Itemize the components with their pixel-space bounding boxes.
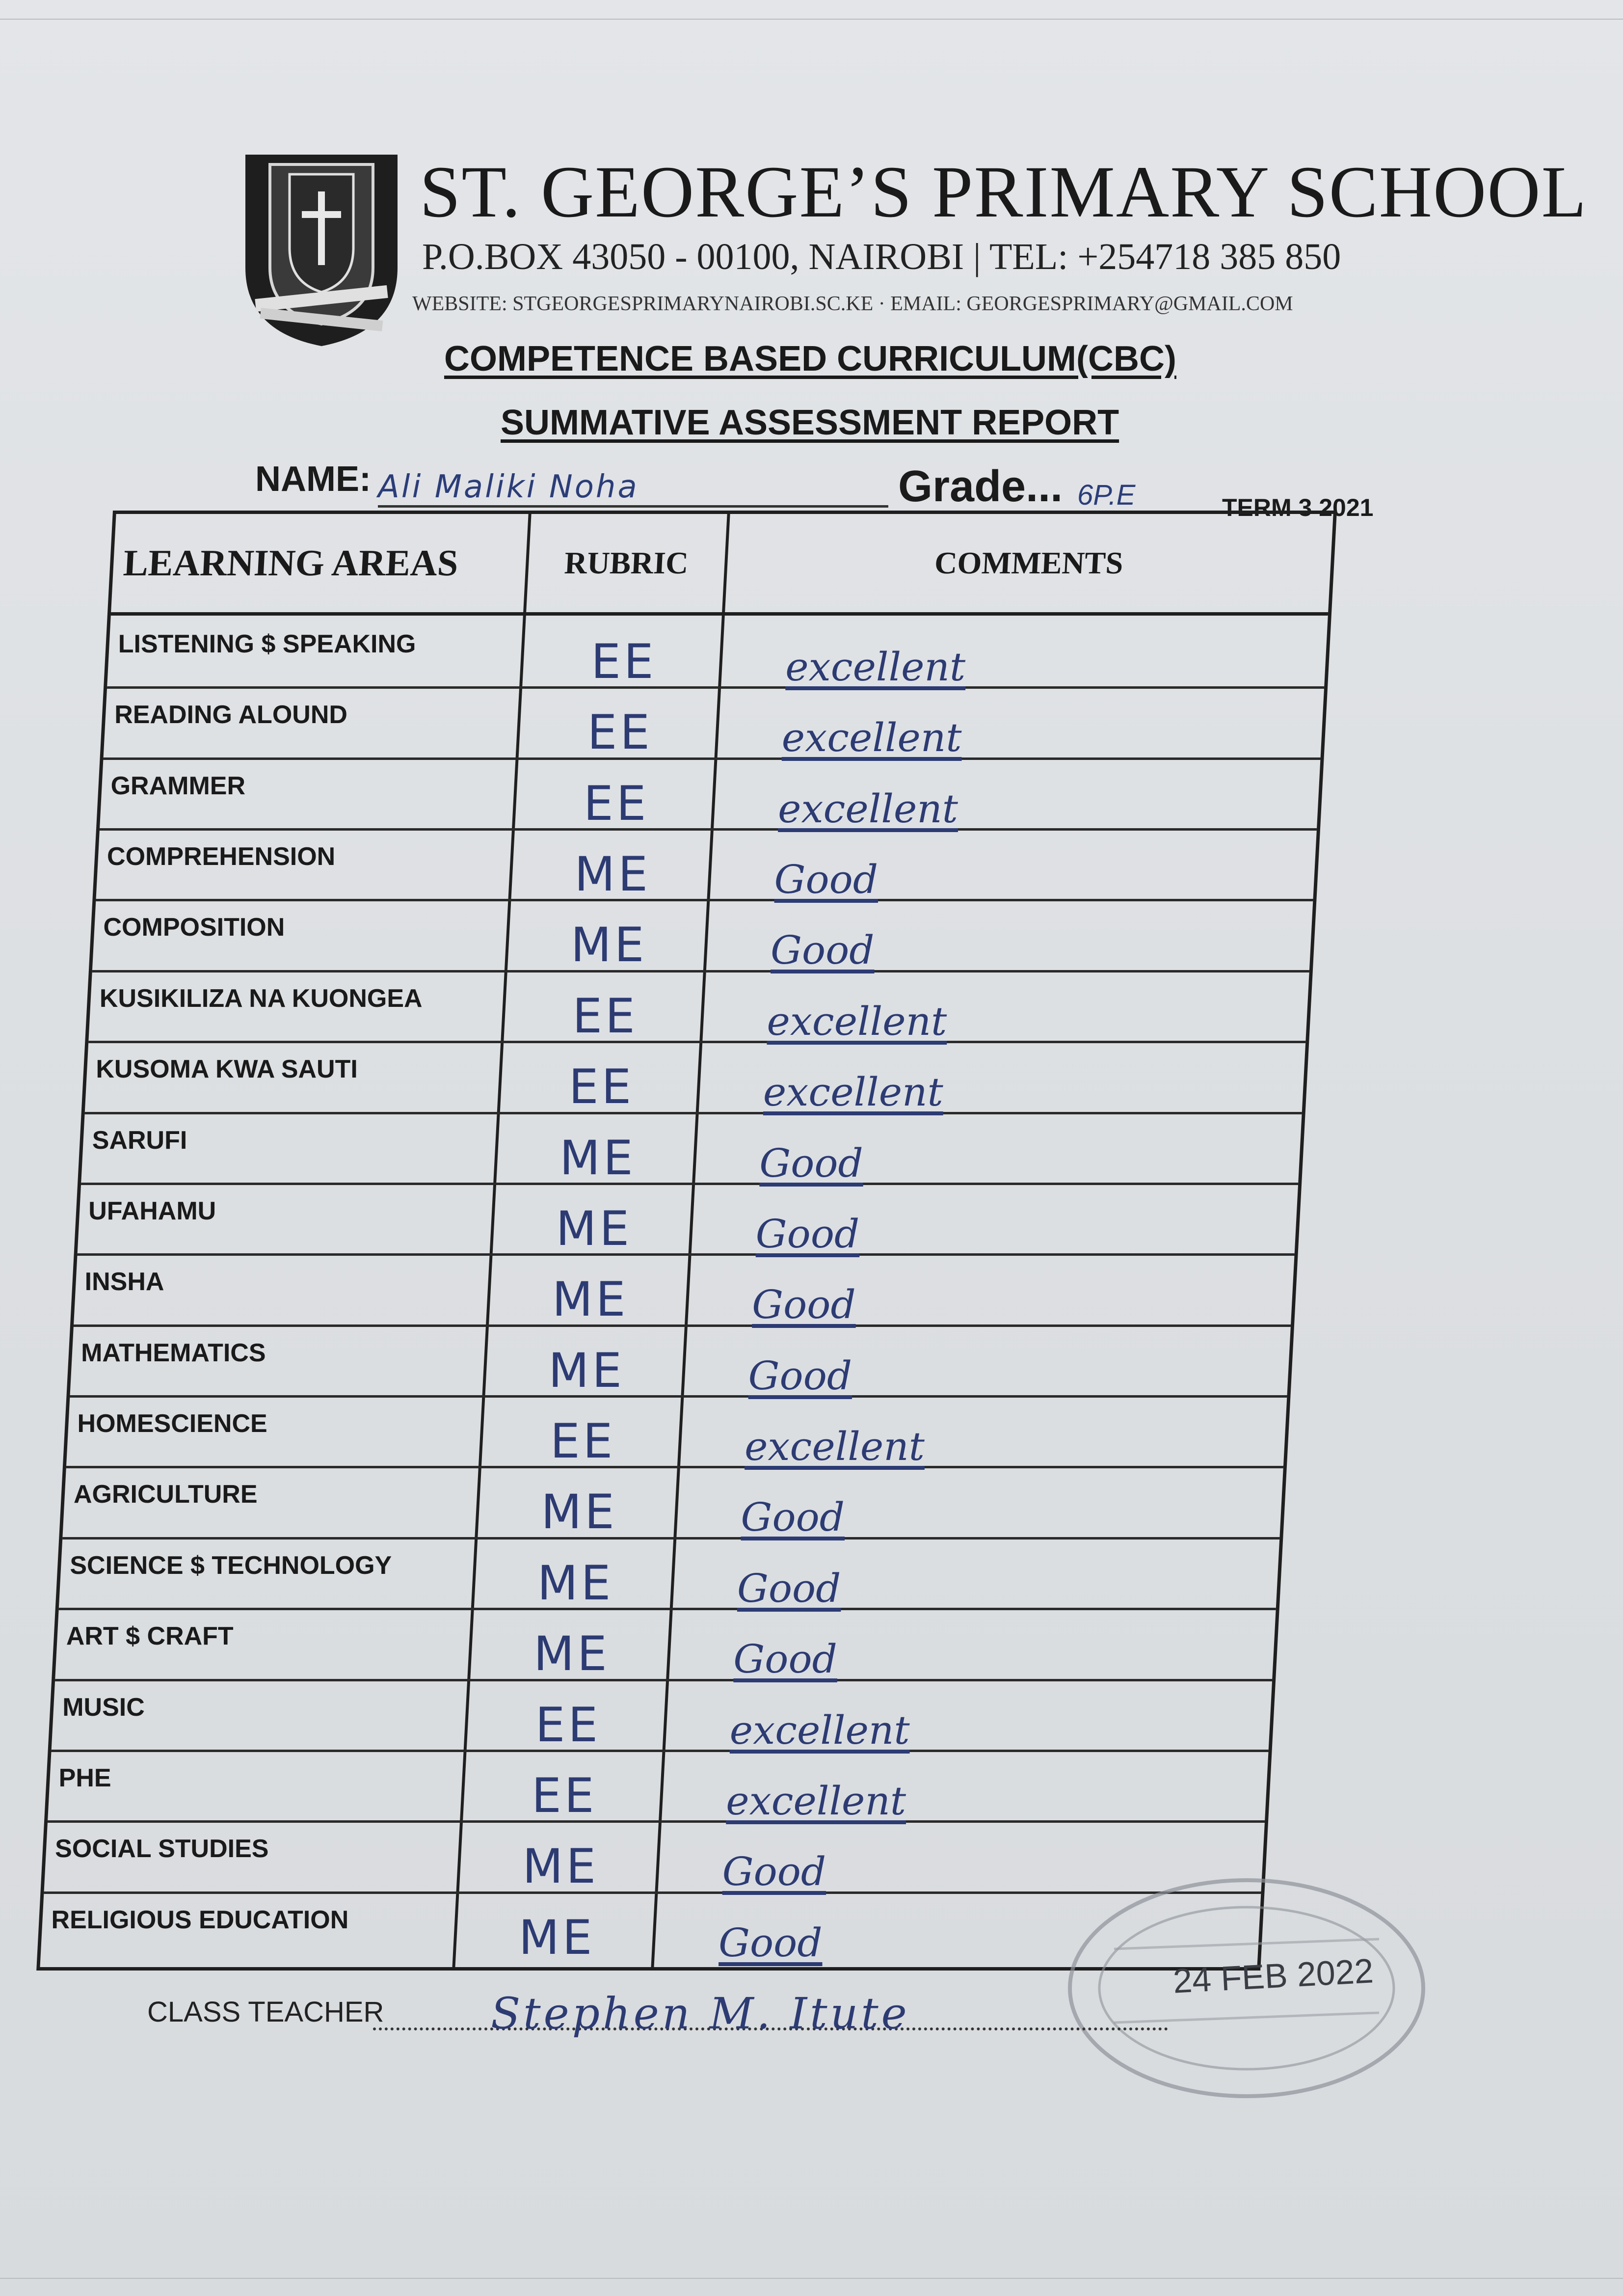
- teacher-comment: Good: [718, 1919, 823, 1966]
- table-row: [74, 1253, 1295, 1326]
- learning-area: RELIGIOUS EDUCATION: [51, 1905, 349, 1934]
- term-label: TERM 3 2021: [1222, 494, 1374, 521]
- teacher-comment: Good: [755, 1211, 860, 1257]
- teacher-comment: Good: [722, 1849, 826, 1895]
- teacher-comment: Good: [733, 1636, 837, 1682]
- rubric-grade: EE: [550, 1414, 616, 1469]
- teacher-comment: excellent: [729, 1707, 910, 1753]
- learning-area: KUSOMA KWA SAUTI: [96, 1055, 358, 1084]
- header-rubric: RUBRIC: [563, 545, 690, 580]
- header-comments: COMMENTS: [933, 545, 1124, 580]
- student-name: Ali Maliki Noha: [378, 469, 888, 508]
- table-row: [59, 1537, 1280, 1610]
- table-row: [103, 686, 1324, 759]
- rubric-grade: ME: [518, 1910, 595, 1965]
- school-crest-logo: [240, 145, 402, 351]
- teacher-comment: excellent: [767, 998, 947, 1044]
- learning-area: AGRICULTURE: [73, 1480, 258, 1509]
- rubric-grade: ME: [574, 847, 651, 902]
- school-address: P.O.BOX 43050 - 00100, NAIROBI | TEL: +254718 385 850: [422, 236, 1341, 277]
- table-row: [55, 1608, 1276, 1681]
- learning-area: MUSIC: [62, 1693, 145, 1722]
- table-row: [77, 1183, 1298, 1256]
- teacher-comment: excellent: [726, 1778, 906, 1824]
- learning-area: SCIENCE $ TECHNOLOGY: [70, 1551, 392, 1580]
- teacher-comment: Good: [759, 1140, 863, 1186]
- rubric-grade: ME: [556, 1201, 633, 1256]
- table-row: [81, 1112, 1302, 1185]
- scan-edge-bottom: [0, 2278, 1623, 2279]
- header-learning-areas: LEARNING AREAS: [122, 542, 459, 584]
- stamp-date: 24 FEB 2022: [1172, 1951, 1375, 2000]
- rubric-grade: EE: [587, 705, 653, 760]
- rubric-grade: ME: [559, 1130, 636, 1186]
- rubric-grade: ME: [537, 1555, 614, 1611]
- teacher-comment: excellent: [763, 1069, 943, 1115]
- teacher-signature: Stephen M. Itute: [491, 1988, 910, 2039]
- learning-area: UFAHAMU: [88, 1196, 216, 1225]
- table-row: [88, 970, 1309, 1043]
- name-label: NAME:: [255, 459, 371, 499]
- table-row: [62, 1466, 1283, 1539]
- grade-label: Grade...: [898, 462, 1063, 511]
- teacher-comment: Good: [774, 857, 878, 903]
- learning-area: SARUFI: [92, 1126, 187, 1155]
- learning-area: READING ALOUND: [114, 701, 347, 729]
- learning-area: INSHA: [84, 1268, 164, 1297]
- rubric-grade: EE: [591, 634, 657, 689]
- teacher-comment: Good: [741, 1494, 845, 1540]
- table-row: [51, 1679, 1272, 1752]
- rubric-grade: ME: [533, 1626, 610, 1682]
- teacher-comment: Good: [748, 1352, 852, 1399]
- grade-value: 6P.E: [1077, 479, 1136, 511]
- teacher-comment: Good: [752, 1282, 856, 1328]
- report-title-cbc: COMPETENCE BASED CURRICULUM(CBC): [444, 339, 1176, 378]
- learning-area: GRAMMER: [110, 771, 246, 800]
- teacher-comment: excellent: [781, 715, 962, 761]
- rubric-grade: ME: [548, 1343, 625, 1398]
- learning-area: PHE: [58, 1763, 111, 1792]
- teacher-comment: excellent: [745, 1424, 925, 1470]
- rubric-grade: ME: [522, 1839, 599, 1894]
- table-row: [96, 828, 1317, 901]
- learning-area: MATHEMATICS: [81, 1338, 266, 1367]
- rubric-grade: EE: [532, 1768, 597, 1823]
- school-name: ST. GEORGE’S PRIMARY SCHOOL: [420, 151, 1588, 233]
- rubric-grade: EE: [535, 1697, 601, 1753]
- table-row: [100, 757, 1321, 831]
- table-row: [70, 1324, 1291, 1398]
- learning-area: SOCIAL STUDIES: [55, 1835, 269, 1864]
- learning-area: ART $ CRAFT: [66, 1622, 234, 1651]
- learning-area: COMPREHENSION: [107, 842, 336, 871]
- rubric-grade: ME: [552, 1272, 629, 1327]
- rubric-grade: ME: [541, 1485, 617, 1540]
- teacher-comment: excellent: [785, 644, 966, 690]
- learning-area: COMPOSITION: [103, 913, 285, 942]
- rubric-grade: EE: [568, 1059, 635, 1115]
- teacher-comment: excellent: [778, 785, 958, 832]
- rubric-grade: EE: [572, 988, 638, 1044]
- learning-area: KUSIKILIZA NA KUONGEA: [99, 984, 423, 1013]
- table-row: [92, 899, 1313, 972]
- table-header: [111, 514, 1333, 616]
- table-row: [107, 616, 1328, 689]
- scan-edge-top: [0, 19, 1623, 20]
- learning-area: LISTENING $ SPEAKING: [118, 630, 416, 658]
- school-website-email: WEBSITE: STGEORGESPRIMARYNAIROBI.SC.KE · EMAIL: GEORGESPRIMARY@GMAIL.COM: [412, 293, 1293, 315]
- assessment-table: [36, 511, 1337, 1971]
- teacher-comment: Good: [771, 927, 875, 973]
- class-teacher-label: CLASS TEACHER: [147, 1996, 384, 2028]
- table-row: [48, 1750, 1269, 1823]
- teacher-comment: Good: [737, 1565, 841, 1611]
- rubric-grade: EE: [584, 776, 649, 831]
- table-row: [85, 1041, 1306, 1114]
- report-title-summative: SUMMATIVE ASSESSMENT REPORT: [501, 403, 1119, 442]
- table-row: [66, 1395, 1287, 1468]
- rubric-grade: ME: [570, 918, 647, 973]
- learning-area: HOMESCIENCE: [77, 1409, 267, 1438]
